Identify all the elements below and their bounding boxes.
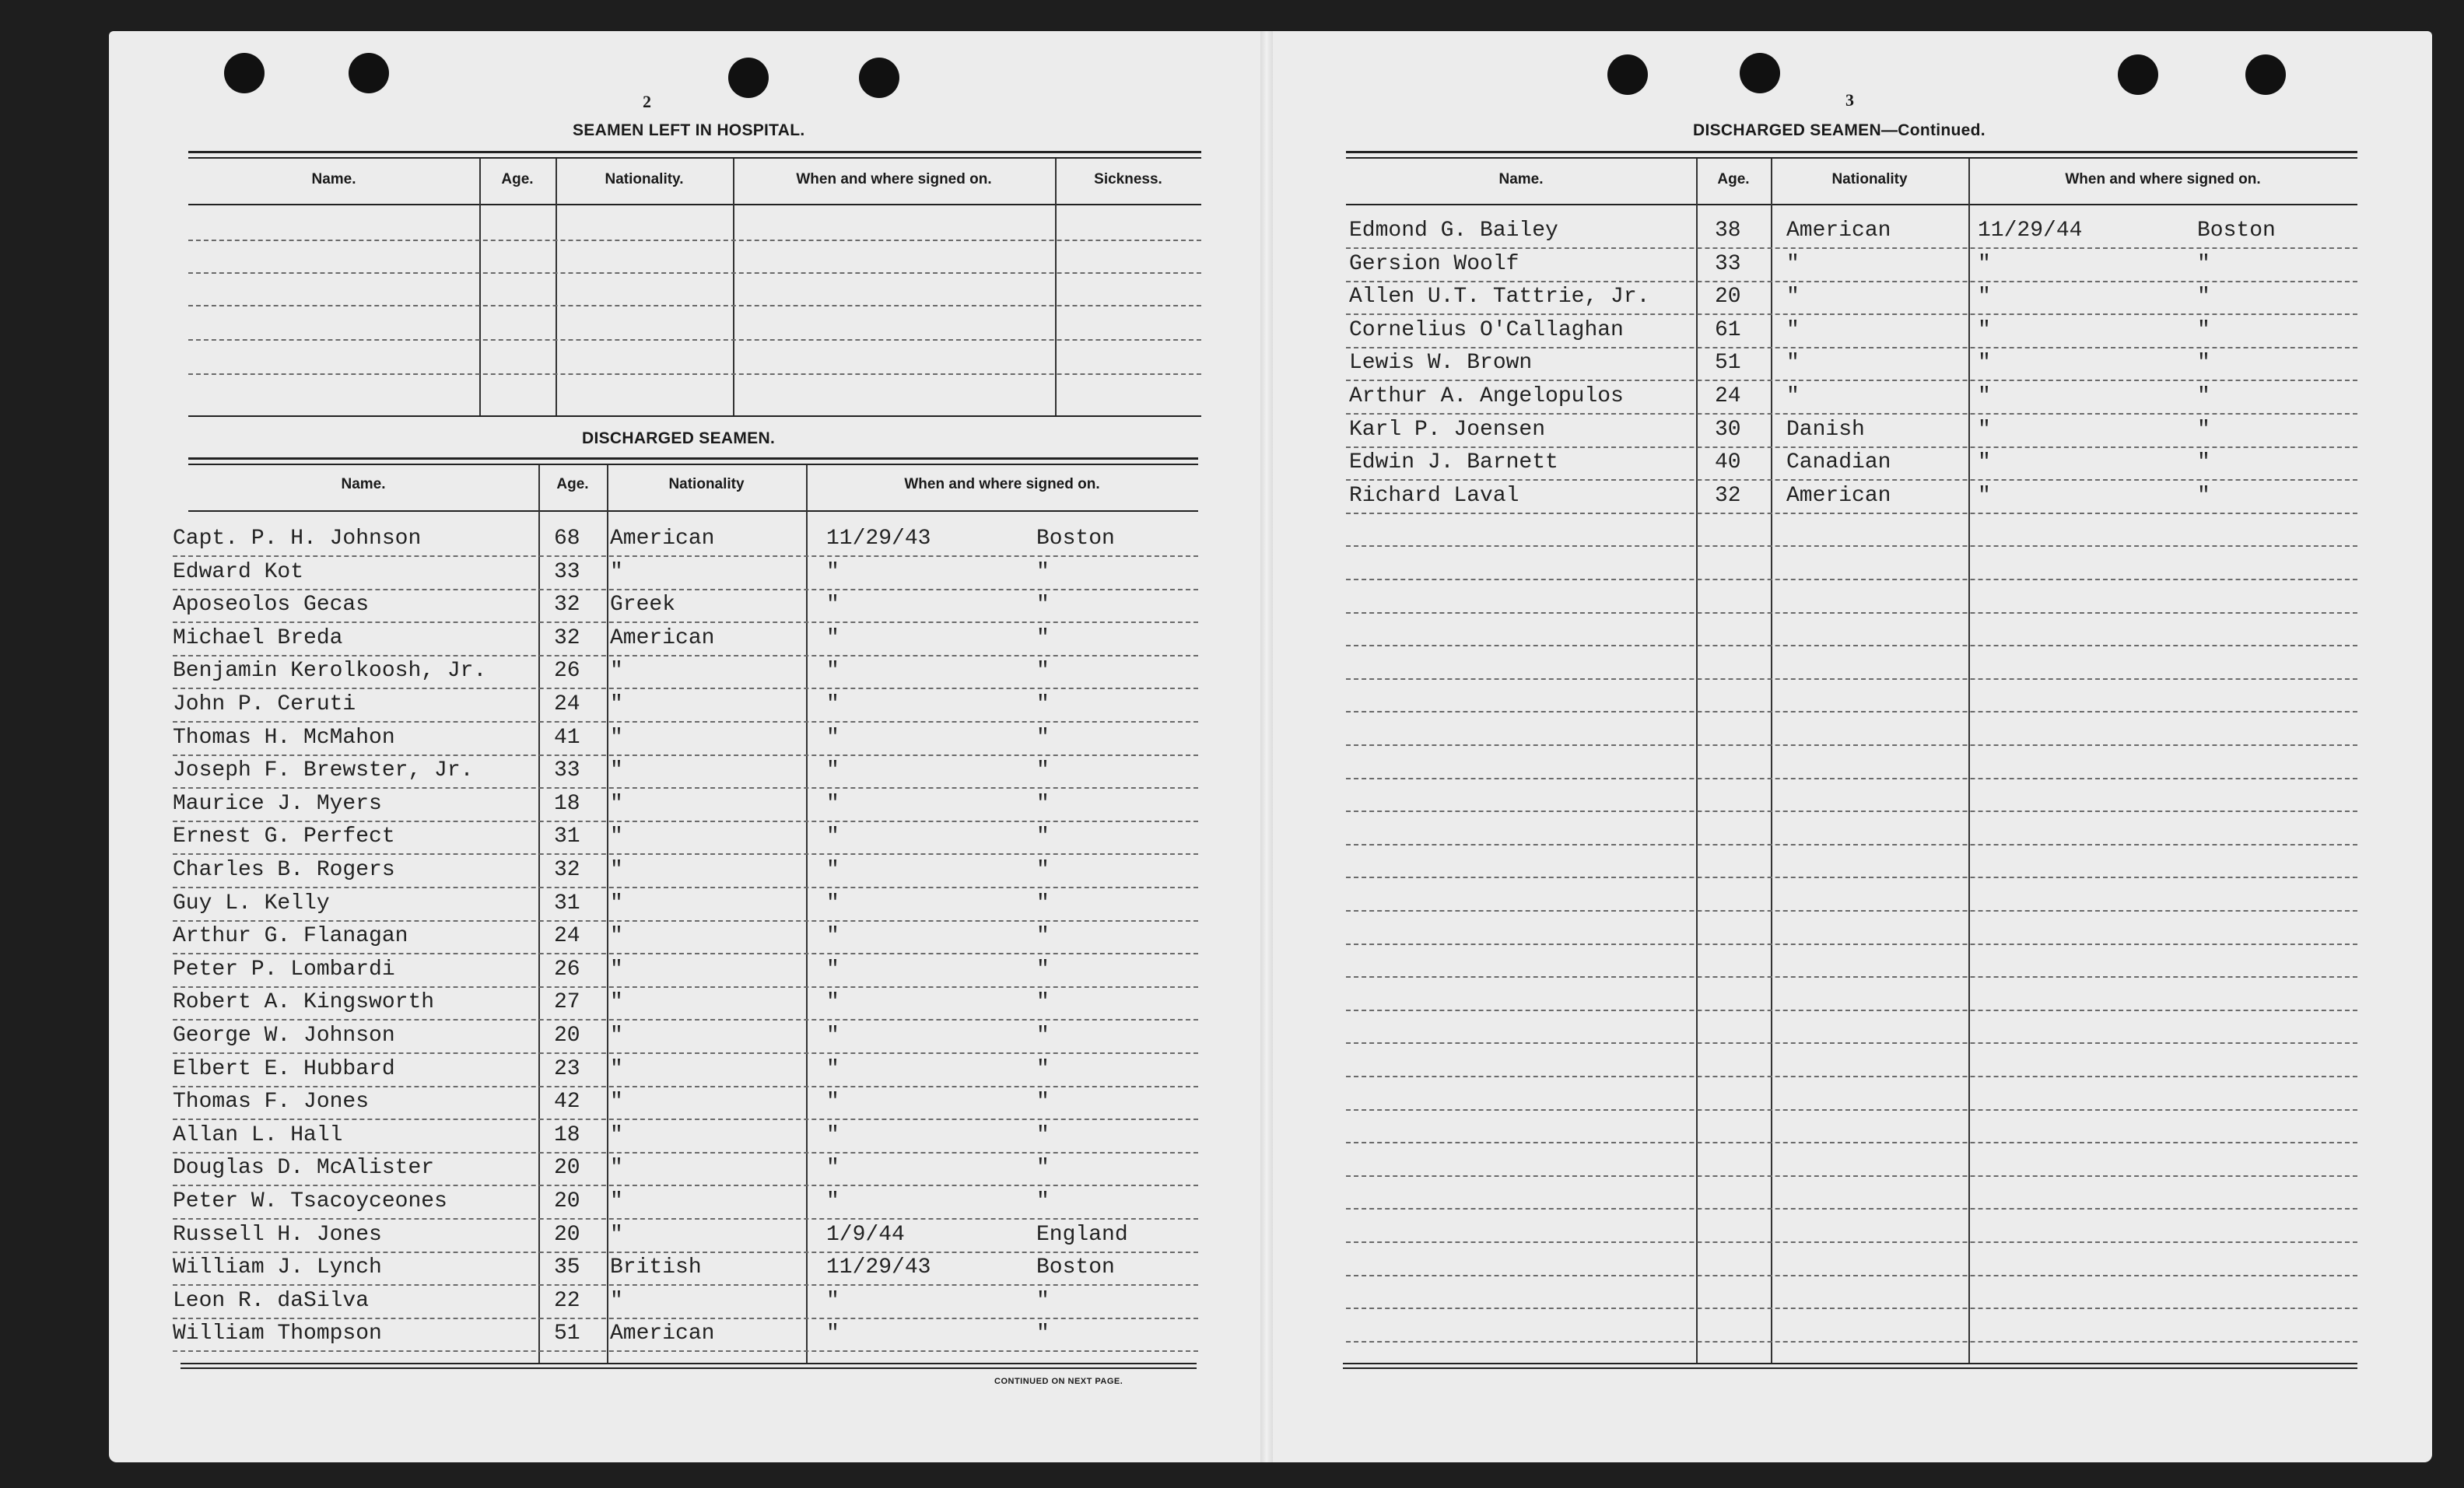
binder-hole <box>349 53 389 93</box>
table-row <box>1346 383 2357 415</box>
signed-on-date: " <box>826 858 839 882</box>
signed-on-place: " <box>2197 483 2210 508</box>
seaman-nationality: " <box>610 1056 623 1081</box>
table-row <box>173 989 1198 1021</box>
table-row <box>173 758 1198 789</box>
signed-on-place: " <box>1036 1024 1050 1048</box>
discharged-continued-title: DISCHARGED SEAMEN—Continued. <box>1693 121 1986 139</box>
discharged-header-rule <box>188 510 1198 512</box>
seaman-name: Aposeolos Gecas <box>173 593 370 618</box>
signed-on-date: " <box>826 559 839 584</box>
row-rule-line <box>1346 678 2357 680</box>
seaman-name: Richard Laval <box>1349 483 1519 508</box>
binder-hole <box>224 53 265 93</box>
signed-on-date: " <box>826 1024 839 1048</box>
page-number: 3 <box>1845 90 1854 110</box>
seaman-age: 31 <box>554 891 580 916</box>
discharged-table-bottom-rule <box>181 1363 1197 1364</box>
signed-on-date: " <box>1978 384 1991 408</box>
seaman-nationality: " <box>610 659 623 684</box>
signed-on-place: " <box>1036 957 1050 982</box>
signed-on-place: " <box>1036 891 1050 916</box>
table-row <box>173 1155 1198 1186</box>
seaman-age: 38 <box>1715 219 1741 243</box>
continued-table-top-rule <box>1346 151 2357 153</box>
seaman-name: George W. Johnson <box>173 1024 395 1048</box>
continued-table-bottom-rule-2 <box>1343 1367 2357 1369</box>
seaman-name: Edmond G. Bailey <box>1349 219 1558 243</box>
signed-on-place: " <box>1036 1288 1050 1313</box>
seaman-name: Peter W. Tsacoyceones <box>173 1189 447 1213</box>
binder-hole <box>2245 54 2286 95</box>
col-header-age: Age. <box>556 476 589 492</box>
seaman-age: 35 <box>554 1255 580 1280</box>
signed-on-date: " <box>826 891 839 916</box>
seaman-name: Lewis W. Brown <box>1349 351 1533 376</box>
blank-row-line <box>188 305 1201 306</box>
signed-on-date: " <box>826 1056 839 1081</box>
seaman-age: 18 <box>554 1122 580 1147</box>
table-row <box>173 1189 1198 1220</box>
continued-table-top-rule-2 <box>1346 157 2357 159</box>
col-header-signed-on: When and where signed on. <box>2065 171 2261 187</box>
binder-hole <box>1740 53 1780 93</box>
row-rule-line <box>1346 744 2357 746</box>
seaman-name: Edward Kot <box>173 559 304 584</box>
seaman-nationality: " <box>1786 317 1800 342</box>
table-row <box>173 791 1198 822</box>
row-rule-line <box>1346 1208 2357 1210</box>
signed-on-place: " <box>2197 285 2210 310</box>
column-divider <box>733 159 734 417</box>
seaman-nationality: American <box>610 625 715 650</box>
row-rule-line <box>1346 1109 2357 1111</box>
table-row <box>173 857 1198 888</box>
seaman-age: 20 <box>554 1189 580 1213</box>
seaman-nationality: " <box>610 858 623 882</box>
seaman-name: Charles B. Rogers <box>173 858 395 882</box>
signed-on-place: " <box>1036 990 1050 1015</box>
row-rule-line <box>1346 612 2357 614</box>
seaman-name: Douglas D. McAlister <box>173 1156 435 1181</box>
seaman-age: 20 <box>554 1222 580 1247</box>
signed-on-date: 11/29/44 <box>1978 219 2083 243</box>
row-rule-line <box>1346 811 2357 812</box>
seaman-age: 26 <box>554 659 580 684</box>
discharged-seamen-list <box>173 526 1198 1366</box>
signed-on-place: England <box>1036 1222 1128 1247</box>
seaman-nationality: American <box>1786 483 1891 508</box>
seaman-name: William J. Lynch <box>173 1255 382 1280</box>
seaman-nationality: " <box>610 692 623 716</box>
seaman-nationality: " <box>610 1222 623 1247</box>
seaman-nationality: " <box>610 891 623 916</box>
signed-on-place: Boston <box>2197 219 2276 243</box>
seaman-name: Joseph F. Brewster, Jr. <box>173 758 474 783</box>
hospital-table-top-rule-2 <box>188 157 1201 159</box>
table-row <box>1346 350 2357 381</box>
binder-hole <box>728 58 769 98</box>
table-row <box>173 824 1198 855</box>
table-row <box>173 559 1198 590</box>
signed-on-place: Boston <box>1036 1255 1115 1280</box>
signed-on-date: " <box>1978 317 1991 342</box>
signed-on-place: " <box>1036 692 1050 716</box>
signed-on-place: " <box>1036 758 1050 783</box>
seaman-nationality: " <box>610 559 623 584</box>
row-rule-line <box>1346 877 2357 878</box>
seaman-name: Robert A. Kingsworth <box>173 990 435 1015</box>
row-rule-line <box>1346 1010 2357 1011</box>
col-header-name: Name. <box>1498 171 1544 187</box>
seaman-nationality: American <box>610 1322 715 1346</box>
seaman-name: Ernest G. Perfect <box>173 825 395 849</box>
seaman-age: 33 <box>1715 251 1741 276</box>
signed-on-date: " <box>826 625 839 650</box>
seaman-age: 23 <box>554 1056 580 1081</box>
hospital-header-rule <box>188 204 1201 205</box>
signed-on-date: " <box>826 758 839 783</box>
signed-on-place: " <box>1036 559 1050 584</box>
col-header-name: Name. <box>311 171 356 187</box>
signed-on-date: " <box>826 692 839 716</box>
seaman-age: 68 <box>554 527 580 551</box>
seaman-age: 32 <box>554 858 580 882</box>
column-divider <box>1055 159 1057 417</box>
signed-on-place: " <box>1036 659 1050 684</box>
discharged-table-top-rule <box>188 457 1198 460</box>
row-rule-line <box>1346 1308 2357 1309</box>
column-divider <box>556 159 557 417</box>
signed-on-place: " <box>1036 1189 1050 1213</box>
signed-on-place: " <box>1036 1122 1050 1147</box>
row-rule-line <box>1346 844 2357 846</box>
signed-on-date: 11/29/43 <box>826 527 931 551</box>
binder-hole <box>1607 54 1648 95</box>
binder-hole <box>2118 54 2158 95</box>
row-rule-line <box>1346 1241 2357 1243</box>
table-row <box>173 891 1198 922</box>
hospital-table-top-rule <box>188 151 1201 153</box>
seaman-age: 32 <box>554 625 580 650</box>
signed-on-date: " <box>826 593 839 618</box>
seaman-age: 42 <box>554 1090 580 1115</box>
seaman-age: 40 <box>1715 450 1741 475</box>
signed-on-date: " <box>1978 417 1991 442</box>
table-row <box>173 1321 1198 1352</box>
seaman-name: Elbert E. Hubbard <box>173 1056 395 1081</box>
col-header-nationality: Nationality. <box>605 171 684 187</box>
seaman-age: 31 <box>554 825 580 849</box>
row-rule-line <box>1346 579 2357 580</box>
col-header-age: Age. <box>1717 171 1750 187</box>
signed-on-place: Boston <box>1036 527 1115 551</box>
blank-row-line <box>188 240 1201 241</box>
signed-on-place: " <box>1036 1056 1050 1081</box>
signed-on-date: " <box>826 1090 839 1115</box>
table-row <box>173 957 1198 988</box>
hospital-section-title: SEAMEN LEFT IN HOSPITAL. <box>573 121 805 139</box>
seaman-nationality: " <box>610 825 623 849</box>
seaman-name: Russell H. Jones <box>173 1222 382 1247</box>
row-rule-line <box>1346 1076 2357 1077</box>
seaman-nationality: American <box>610 527 715 551</box>
blank-row-line <box>188 339 1201 341</box>
row-rule-line <box>1346 778 2357 779</box>
signed-on-date: " <box>826 957 839 982</box>
seaman-name: Benjamin Kerolkoosh, Jr. <box>173 659 487 684</box>
col-header-nationality: Nationality <box>668 476 745 492</box>
seaman-name: Karl P. Joensen <box>1349 417 1546 442</box>
signed-on-place: " <box>1036 625 1050 650</box>
seaman-name: Allan L. Hall <box>173 1122 343 1147</box>
seaman-nationality: " <box>1786 251 1800 276</box>
signed-on-date: " <box>826 990 839 1015</box>
table-row <box>173 526 1198 557</box>
seaman-nationality: " <box>610 725 623 750</box>
seaman-nationality: " <box>610 957 623 982</box>
col-header-name: Name. <box>341 476 386 492</box>
table-row <box>173 1222 1198 1253</box>
row-rule-line <box>1346 1275 2357 1276</box>
seaman-name: Arthur G. Flanagan <box>173 924 408 949</box>
signed-on-date: " <box>1978 285 1991 310</box>
seaman-name: William Thompson <box>173 1322 382 1346</box>
signed-on-place: " <box>1036 858 1050 882</box>
seaman-nationality: Canadian <box>1786 450 1891 475</box>
seaman-age: 30 <box>1715 417 1741 442</box>
table-row <box>1346 251 2357 282</box>
table-row <box>173 1255 1198 1286</box>
seaman-age: 24 <box>554 692 580 716</box>
seaman-name: Michael Breda <box>173 625 343 650</box>
seaman-age: 33 <box>554 559 580 584</box>
col-header-sickness: Sickness. <box>1094 171 1162 187</box>
seaman-nationality: " <box>1786 285 1800 310</box>
seaman-age: 32 <box>554 593 580 618</box>
seaman-name: Maurice J. Myers <box>173 791 382 816</box>
seaman-nationality: " <box>610 758 623 783</box>
column-divider <box>479 159 481 417</box>
table-row <box>173 1122 1198 1154</box>
signed-on-date: " <box>826 1322 839 1346</box>
table-row <box>173 1056 1198 1087</box>
discharged-table-bottom-rule-2 <box>181 1367 1197 1369</box>
seaman-age: 24 <box>1715 384 1741 408</box>
blank-row-line <box>188 373 1201 375</box>
continued-header-rule <box>1346 204 2357 205</box>
table-row <box>173 1089 1198 1120</box>
hospital-table-bottom-rule <box>188 415 1201 417</box>
table-row <box>1346 284 2357 315</box>
table-row <box>173 725 1198 756</box>
table-row <box>173 1023 1198 1054</box>
signed-on-place: " <box>2197 450 2210 475</box>
seaman-age: 51 <box>1715 351 1741 376</box>
row-rule-line <box>1346 944 2357 945</box>
seaman-age: 20 <box>554 1156 580 1181</box>
col-header-nationality: Nationality <box>1831 171 1908 187</box>
seaman-name: Allen U.T. Tattrie, Jr. <box>1349 285 1650 310</box>
signed-on-place: " <box>1036 593 1050 618</box>
signed-on-place: " <box>2197 351 2210 376</box>
seaman-nationality: " <box>1786 351 1800 376</box>
col-header-signed-on: When and where signed on. <box>904 476 1100 492</box>
signed-on-date: " <box>826 1156 839 1181</box>
col-header-signed-on: When and where signed on. <box>796 171 992 187</box>
seaman-nationality: " <box>610 1090 623 1115</box>
continued-note: CONTINUED ON NEXT PAGE. <box>994 1377 1123 1386</box>
signed-on-place: " <box>1036 1156 1050 1181</box>
table-row <box>173 691 1198 723</box>
seaman-name: Peter P. Lombardi <box>173 957 395 982</box>
seaman-nationality: " <box>610 1156 623 1181</box>
seaman-nationality: " <box>610 924 623 949</box>
seaman-name: Guy L. Kelly <box>173 891 330 916</box>
seaman-age: 18 <box>554 791 580 816</box>
row-rule-line <box>1346 976 2357 978</box>
blank-row-line <box>188 272 1201 274</box>
signed-on-date: 11/29/43 <box>826 1255 931 1280</box>
signed-on-place: " <box>1036 1090 1050 1115</box>
signed-on-date: " <box>826 1189 839 1213</box>
seaman-nationality: " <box>610 1024 623 1048</box>
seaman-nationality: Danish <box>1786 417 1865 442</box>
seaman-nationality: " <box>610 1189 623 1213</box>
seaman-age: 22 <box>554 1288 580 1313</box>
seaman-age: 20 <box>1715 285 1741 310</box>
signed-on-place: " <box>1036 791 1050 816</box>
signed-on-date: " <box>1978 450 1991 475</box>
table-row <box>1346 417 2357 448</box>
table-row <box>1346 483 2357 514</box>
seaman-name: Thomas F. Jones <box>173 1090 370 1115</box>
seaman-nationality: " <box>1786 384 1800 408</box>
seaman-nationality: " <box>610 791 623 816</box>
binding-gutter <box>1260 31 1273 1462</box>
seaman-name: Edwin J. Barnett <box>1349 450 1558 475</box>
binder-hole <box>859 58 899 98</box>
seaman-nationality: " <box>610 990 623 1015</box>
seaman-name: Arthur A. Angelopulos <box>1349 384 1624 408</box>
table-row <box>173 923 1198 954</box>
seaman-name: Capt. P. H. Johnson <box>173 527 422 551</box>
row-rule-line <box>1346 1042 2357 1044</box>
table-row <box>1346 450 2357 481</box>
row-rule-line <box>1346 645 2357 646</box>
seaman-age: 61 <box>1715 317 1741 342</box>
table-row <box>173 592 1198 623</box>
signed-on-date: " <box>826 725 839 750</box>
col-header-age: Age. <box>501 171 534 187</box>
signed-on-place: " <box>1036 924 1050 949</box>
signed-on-place: " <box>1036 1322 1050 1346</box>
seaman-nationality: British <box>610 1255 702 1280</box>
discharged-section-title: DISCHARGED SEAMEN. <box>582 429 776 447</box>
signed-on-place: " <box>2197 251 2210 276</box>
signed-on-date: " <box>826 1288 839 1313</box>
continued-table-bottom-rule <box>1343 1363 2357 1364</box>
signed-on-place: " <box>2197 417 2210 442</box>
seaman-age: 20 <box>554 1024 580 1048</box>
signed-on-date: " <box>1978 251 1991 276</box>
signed-on-date: " <box>826 1122 839 1147</box>
seaman-nationality: " <box>610 1288 623 1313</box>
row-rule-line <box>1346 910 2357 912</box>
signed-on-date: " <box>826 659 839 684</box>
seaman-age: 27 <box>554 990 580 1015</box>
row-rule-line <box>1346 1142 2357 1143</box>
signed-on-place: " <box>2197 384 2210 408</box>
signed-on-place: " <box>2197 317 2210 342</box>
seaman-age: 41 <box>554 725 580 750</box>
signed-on-date: " <box>1978 483 1991 508</box>
seaman-name: John P. Ceruti <box>173 692 356 716</box>
discharged-table-top-rule-2 <box>188 464 1198 465</box>
table-row <box>173 1288 1198 1319</box>
table-row <box>1346 317 2357 348</box>
table-row <box>173 658 1198 689</box>
signed-on-date: " <box>1978 351 1991 376</box>
seaman-name: Leon R. daSilva <box>173 1288 370 1313</box>
seaman-age: 51 <box>554 1322 580 1346</box>
table-row <box>1346 218 2357 249</box>
row-rule-line <box>1346 1175 2357 1177</box>
seaman-nationality: Greek <box>610 593 676 618</box>
table-row <box>173 625 1198 656</box>
seaman-nationality: American <box>1786 219 1891 243</box>
seaman-age: 24 <box>554 924 580 949</box>
seaman-name: Thomas H. McMahon <box>173 725 395 750</box>
row-rule-line <box>1346 1341 2357 1343</box>
signed-on-place: " <box>1036 825 1050 849</box>
discharged-seamen-continued-list <box>1346 218 2357 1361</box>
signed-on-date: 1/9/44 <box>826 1222 905 1247</box>
seaman-age: 26 <box>554 957 580 982</box>
page-number: 2 <box>643 92 651 111</box>
signed-on-place: " <box>1036 725 1050 750</box>
seaman-age: 32 <box>1715 483 1741 508</box>
signed-on-date: " <box>826 825 839 849</box>
seaman-name: Gersion Woolf <box>1349 251 1519 276</box>
signed-on-date: " <box>826 791 839 816</box>
seaman-age: 33 <box>554 758 580 783</box>
row-rule-line <box>1346 545 2357 547</box>
signed-on-date: " <box>826 924 839 949</box>
seaman-nationality: " <box>610 1122 623 1147</box>
row-rule-line <box>1346 711 2357 712</box>
seaman-name: Cornelius O'Callaghan <box>1349 317 1624 342</box>
